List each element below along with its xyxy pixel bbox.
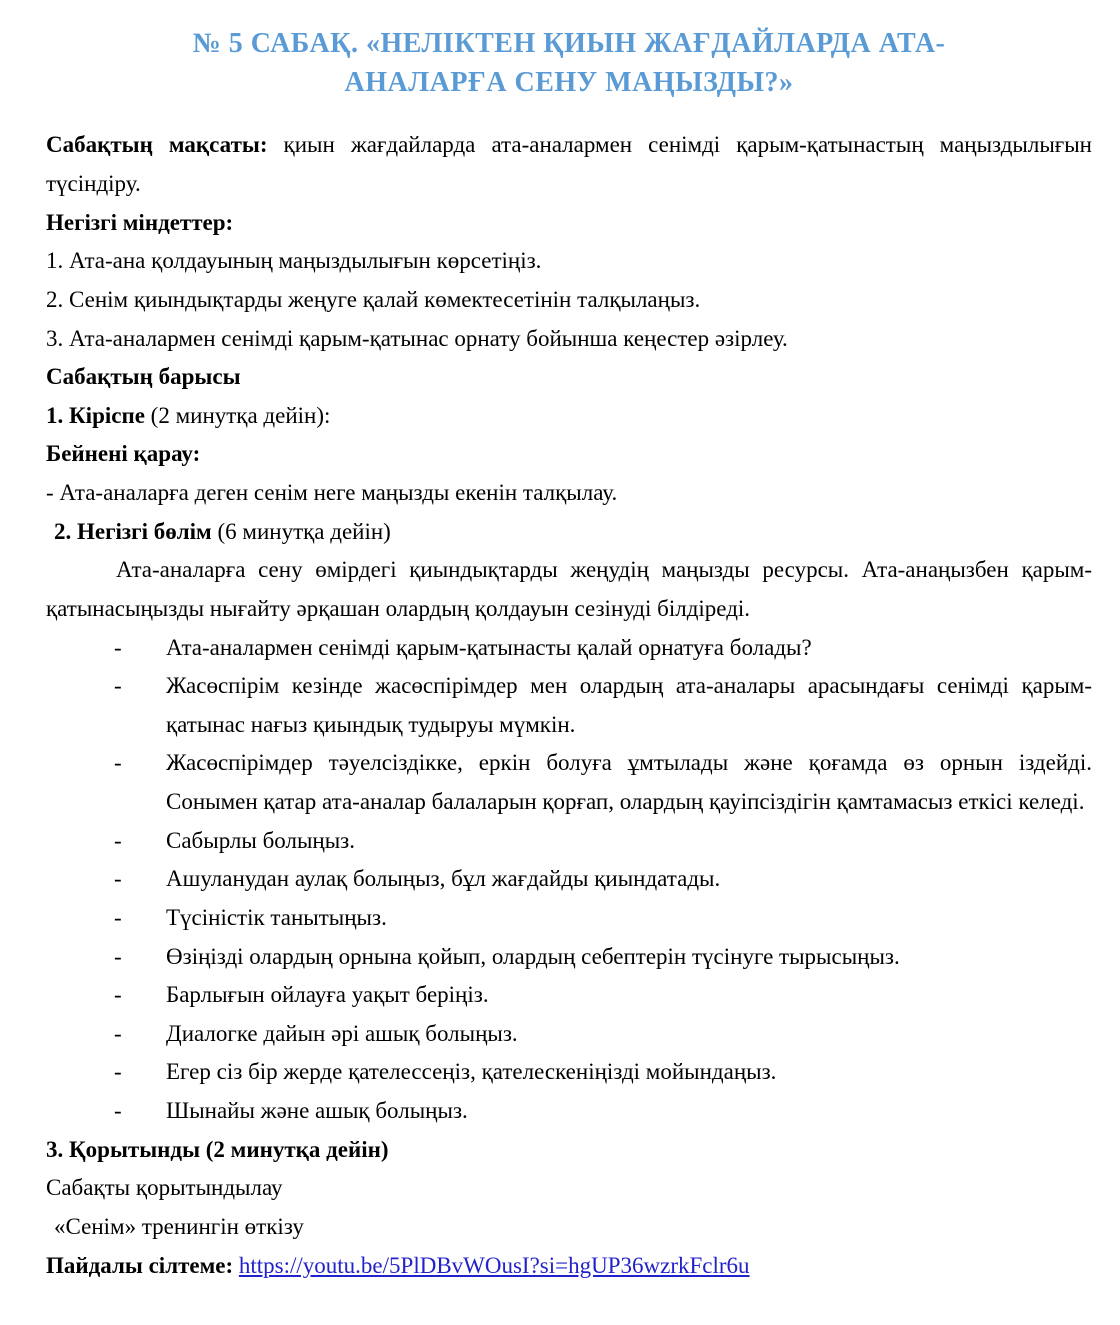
- objectives-heading: Негізгі міндеттер:: [46, 209, 234, 235]
- objective-item-3: 3. Ата-аналармен сенімді қарым-қатынас орнату бойынша кеңестер әзірлеу.: [46, 325, 788, 351]
- list-item: [46, 1015, 1092, 1054]
- list-item: [46, 744, 1092, 821]
- dash-marker: -: [114, 827, 122, 853]
- objective-item-1: 1. Ата-ана қолдауының маңыздылығын көрсетіңіз.: [46, 248, 542, 274]
- list-item: [46, 667, 1092, 744]
- list-item: [46, 629, 1092, 668]
- advice-list: [46, 629, 1092, 1131]
- conclusion-heading: 3. Қорытынды (2 минутқа дейін): [46, 1136, 389, 1162]
- dash-marker: -: [114, 904, 122, 930]
- list-item: [46, 938, 1092, 977]
- dash-marker: -: [114, 673, 122, 699]
- list-item-text: Сабырлы болыңыз.: [166, 827, 356, 853]
- intro-section-line: [46, 397, 1092, 436]
- intro-section-time: (2 минутқа дейін):: [144, 402, 331, 428]
- dash-marker: -: [114, 1098, 122, 1123]
- useful-link-line: [46, 1247, 1092, 1286]
- list-item-text: Ата-аналармен сенімді қарым-қатынасты қалай орнатуға болады?: [166, 634, 812, 660]
- main-section-label: 2. Негізгі бөлім: [54, 518, 212, 544]
- list-item: [46, 822, 1092, 861]
- list-item: [46, 1053, 1092, 1092]
- list-item: [46, 1092, 1092, 1131]
- dash-marker: -: [114, 1059, 122, 1085]
- lesson-goal-text: қиын жағдайларда ата-аналармен сенімді қарым-қатынастың маңыздылығын түсіндіру.: [46, 132, 1092, 196]
- useful-link-label: Пайдалы сілтеме:: [46, 1252, 234, 1278]
- main-section-paragraph: Ата-аналарға сену өмірдегі қиындықтарды жеңудің маңызды ресурсы. Ата-анаңызбен қарым-қатынасыңызды нығайту әрқашан олардың қолдауын сезінуді білдіреді.: [46, 557, 1092, 621]
- objective-item-2: 2. Сенім қиындықтарды жеңуге қалай көмектесетінін талқылаңыз.: [46, 286, 701, 312]
- dash-marker: -: [114, 943, 122, 969]
- list-item-text: Шынайы және ашық болыңыз.: [166, 1098, 468, 1123]
- list-item-text: Барлығын ойлауға уақыт беріңіз.: [166, 982, 489, 1008]
- list-item-text: Ашуланудан аулақ болыңыз, бұл жағдайды қиындатады.: [166, 866, 721, 892]
- conclusion-summary-line: Сабақты қорытындылау: [46, 1175, 283, 1201]
- list-item: [46, 860, 1092, 899]
- dash-marker: -: [114, 750, 122, 776]
- video-discussion-item: - Ата-аналарға деген сенім неге маңызды екенін талқылау.: [46, 480, 618, 505]
- conclusion-training-line: «Сенім» тренингін өткізу: [54, 1213, 304, 1239]
- intro-section-label: 1. Кіріспе: [46, 402, 145, 428]
- dash-marker: -: [114, 1020, 122, 1046]
- dash-marker: -: [114, 982, 122, 1008]
- list-item-text: Жасөспірім кезінде жасөспірімдер мен олардың ата-аналары арасындағы сенімді қарым-қатынас нағыз қиындық тудыруы мүмкін.: [166, 673, 1092, 737]
- main-section-line: [46, 513, 1092, 552]
- dash-marker: -: [114, 866, 122, 892]
- page-title: [86, 24, 1052, 102]
- list-item: [46, 976, 1092, 1015]
- dash-marker: -: [114, 634, 122, 660]
- youtube-link[interactable]: https://youtu.be/5PlDBvWOusI?si=hgUP36wzrkFclr6u: [238, 1252, 750, 1278]
- list-item: [46, 899, 1092, 938]
- video-heading: Бейнені қарау:: [46, 441, 201, 467]
- page-title-line-1: № 5 САБАҚ. «НЕЛІКТЕН ҚИЫН ЖАҒДАЙЛАРДА АТА-: [192, 28, 946, 59]
- list-item-text: Егер сіз бір жерде қателессеңіз, қателескеніңізді мойындаңыз.: [166, 1059, 777, 1085]
- lesson-goal-label: Сабақтың мақсаты:: [46, 132, 268, 158]
- lesson-goal-paragraph: [46, 126, 1092, 203]
- course-heading: Сабақтың барысы: [46, 364, 241, 390]
- list-item-text: Диалогке дайын әрі ашық болыңыз.: [166, 1020, 518, 1046]
- main-section-time: (6 минутқа дейін): [211, 518, 391, 544]
- list-item-text: Өзіңізді олардың орнына қойып, олардың себептерін түсінуге тырысыңыз.: [166, 943, 900, 969]
- list-item-text: Жасөспірімдер тәуелсіздікке, еркін болуға ұмтылады және қоғамда өз орнын іздейді. Сонымен қатар ата-аналар балаларын қорғап, олардың қауіпсіздігін қамтамасыз еткісі келеді.: [166, 750, 1092, 814]
- list-item-text: Түсіністік танытыңыз.: [166, 904, 387, 930]
- page-title-line-2: АНАЛАРҒА СЕНУ МАҢЫЗДЫ?»: [344, 67, 794, 99]
